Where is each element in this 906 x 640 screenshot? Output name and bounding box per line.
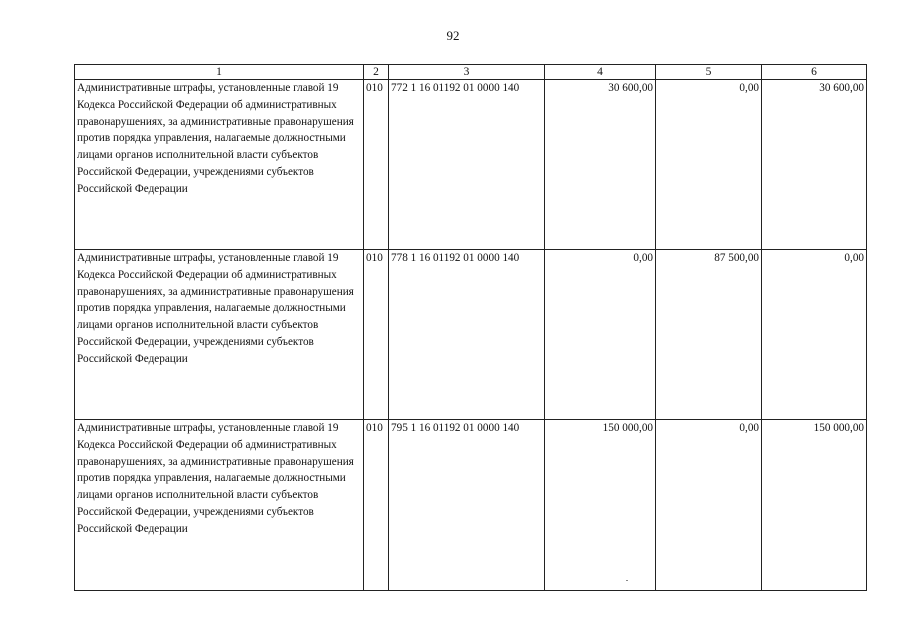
row-description: Административные штрафы, установленные главой 19 Кодекса Российской Федерации об административных правонарушениях, за административные правонарушения против порядка управления, налагаемые должностными лицами органов исполнительной власти субъектов Российской Федерации, учреждениями субъектов Российской Федерации — [75, 250, 364, 420]
row-line-code: 010 — [364, 250, 389, 420]
row-budget-code: 795 1 16 01192 01 0000 140 — [389, 420, 545, 591]
column-header-2: 2 — [364, 65, 389, 80]
table-row — [75, 420, 867, 591]
row-value-col4: 30 600,00 — [545, 80, 656, 250]
row-budget-code: 778 1 16 01192 01 0000 140 — [389, 250, 545, 420]
scan-speck — [626, 580, 628, 581]
row-value-col4: 0,00 — [545, 250, 656, 420]
row-value-col4: 150 000,00 — [545, 420, 656, 591]
row-description: Административные штрафы, установленные главой 19 Кодекса Российской Федерации об административных правонарушениях, за административные правонарушения против порядка управления, налагаемые должностными лицами органов исполнительной власти субъектов Российской Федерации, учреждениями субъектов Российской Федерации — [75, 80, 364, 250]
row-value-col6: 30 600,00 — [762, 80, 867, 250]
row-description: Административные штрафы, установленные главой 19 Кодекса Российской Федерации об административных правонарушениях, за административные правонарушения против порядка управления, налагаемые должностными лицами органов исполнительной власти субъектов Российской Федерации, учреждениями субъектов Российской Федерации — [75, 420, 364, 591]
row-line-code: 010 — [364, 80, 389, 250]
row-value-col6: 150 000,00 — [762, 420, 867, 591]
row-value-col5: 87 500,00 — [656, 250, 762, 420]
revenue-table — [74, 64, 867, 591]
row-value-col6: 0,00 — [762, 250, 867, 420]
row-line-code: 010 — [364, 420, 389, 591]
column-header-1: 1 — [75, 65, 364, 80]
column-header-3: 3 — [389, 65, 545, 80]
table-row — [75, 250, 867, 420]
page-number: 92 — [446, 28, 460, 43]
column-header-4: 4 — [545, 65, 656, 80]
column-header-6: 6 — [762, 65, 867, 80]
column-header-5: 5 — [656, 65, 762, 80]
row-budget-code: 772 1 16 01192 01 0000 140 — [389, 80, 545, 250]
table-header-row — [75, 65, 867, 80]
row-value-col5: 0,00 — [656, 420, 762, 591]
table-row — [75, 80, 867, 250]
row-value-col5: 0,00 — [656, 80, 762, 250]
